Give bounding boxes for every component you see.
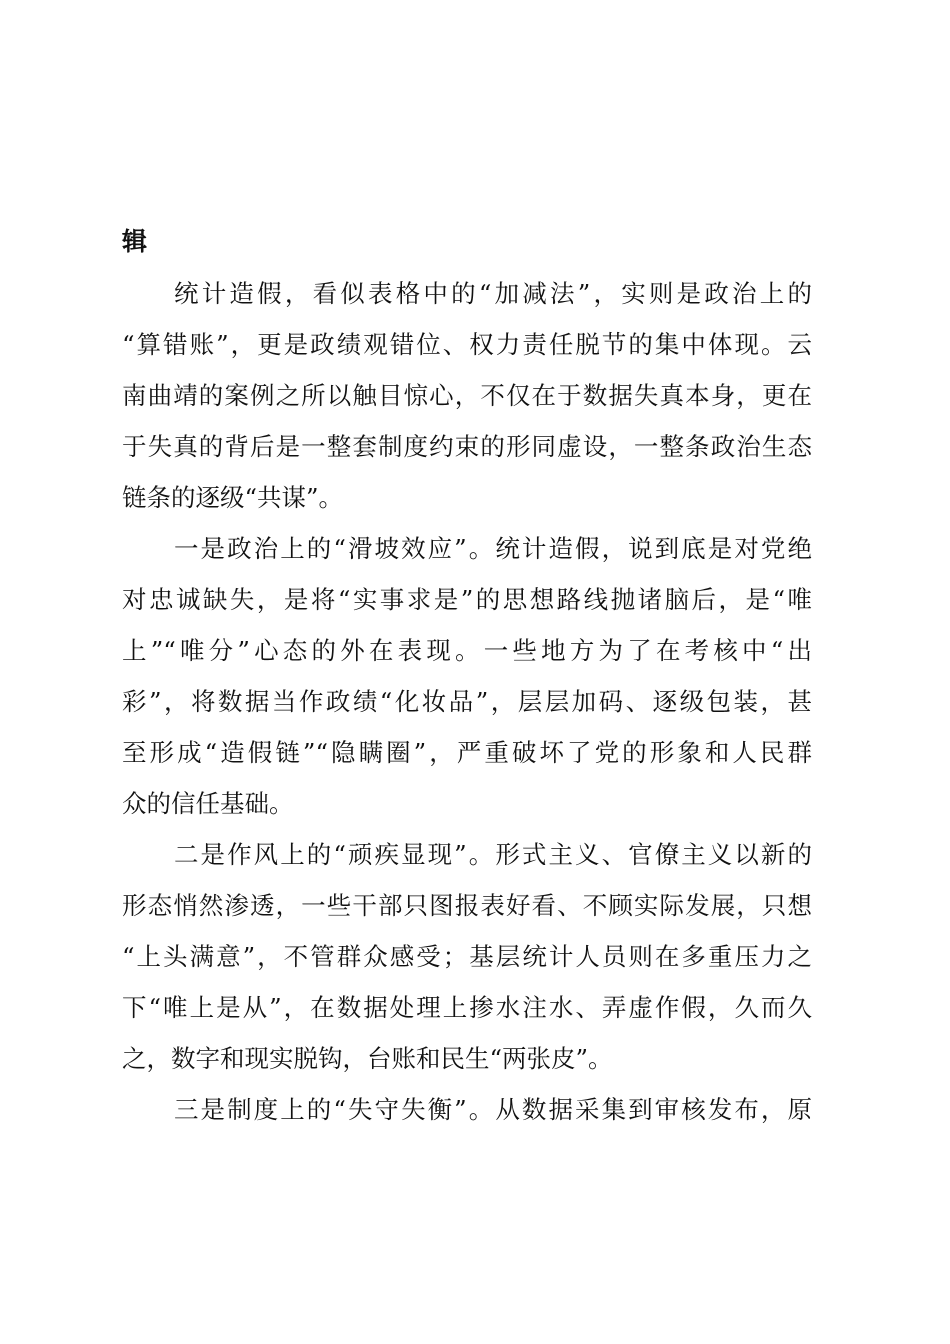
paragraph-1 bbox=[122, 268, 812, 523]
paragraph-line: 至形成“造假链”“隐瞒圈”，严重破坏了党的形象和人民群 bbox=[122, 738, 812, 767]
paragraph-line: 下“唯上是从”，在数据处理上掺水注水、弄虚作假，久而久 bbox=[122, 993, 812, 1022]
paragraph-line: 南曲靖的案例之所以触目惊心，不仅在于数据失真本身，更在 bbox=[122, 381, 812, 410]
paragraph-line: 形态悄然渗透，一些干部只图报表好看、不顾实际发展，只想 bbox=[122, 891, 812, 920]
paragraph-2 bbox=[122, 523, 812, 829]
body-text bbox=[122, 268, 812, 1135]
paragraph-4 bbox=[122, 1084, 812, 1135]
paragraph-line: 于失真的背后是一整套制度约束的形同虚设，一整条政治生态 bbox=[122, 432, 812, 461]
paragraph-line: 之，数字和现实脱钩，台账和民生“两张皮”。 bbox=[122, 1044, 613, 1073]
paragraph-line: 上”“唯分”心态的外在表现。一些地方为了在考核中“出 bbox=[122, 636, 812, 665]
paragraph-line: “上头满意”，不管群众感受；基层统计人员则在多重压力之 bbox=[122, 942, 812, 971]
heading-fragment: 辑 bbox=[122, 227, 148, 256]
paragraph-line: 二是作风上的“顽疾显现”。形式主义、官僚主义以新的 bbox=[174, 840, 812, 869]
paragraph-3 bbox=[122, 829, 812, 1084]
paragraph-line: 链条的逐级“共谋”。 bbox=[122, 483, 344, 512]
paragraph-line: 三是制度上的“失守失衡”。从数据采集到审核发布，原 bbox=[174, 1095, 812, 1124]
paragraph-line: “算错账”，更是政绩观错位、权力责任脱节的集中体现。云 bbox=[122, 330, 812, 359]
paragraph-line: 统计造假，看似表格中的“加减法”，实则是政治上的 bbox=[174, 279, 812, 308]
paragraph-line: 对忠诚缺失，是将“实事求是”的思想路线抛诸脑后，是“唯 bbox=[122, 585, 812, 614]
paragraph-line: 众的信任基础。 bbox=[122, 789, 294, 818]
paragraph-line: 彩”，将数据当作政绩“化妆品”，层层加码、逐级包装，甚 bbox=[122, 687, 812, 716]
paragraph-line: 一是政治上的“滑坡效应”。统计造假，说到底是对党绝 bbox=[174, 534, 812, 563]
